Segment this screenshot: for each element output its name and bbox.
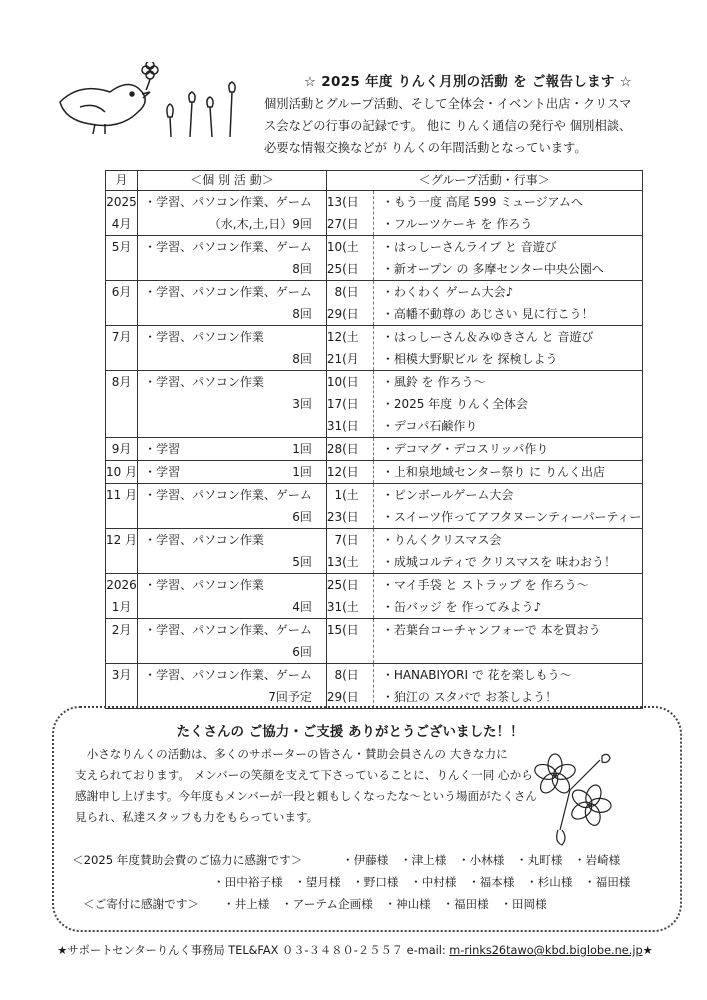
- event-name: ・デコパ石鹸作り: [381, 419, 478, 433]
- event-date: 23(日: [326, 510, 359, 524]
- event-name: ・スイーツ作ってアフタヌーンティーパーティー: [381, 510, 642, 524]
- session-count: 3回: [292, 397, 312, 411]
- individual-activity: ・学習、パソコン作業、ゲーム: [144, 240, 312, 254]
- month-cell: [106, 574, 138, 619]
- individual-activity: ・学習、パソコン作業: [144, 578, 264, 592]
- event-name: ・高幡不動尊の あじさい 見に行こう！: [381, 307, 594, 321]
- event-date: 8(日: [334, 668, 359, 682]
- event-date: 25(日: [326, 262, 359, 276]
- individual-activity: ・学習、パソコン作業、ゲーム: [144, 195, 312, 209]
- session-count: 4回: [292, 600, 312, 614]
- table-header-row: [106, 171, 643, 191]
- individual-activity-cell: [138, 438, 327, 461]
- event-date-cell: [326, 236, 373, 281]
- month-label: 4月: [111, 217, 132, 231]
- event-cell: [373, 326, 642, 371]
- event-name: ・もう一度 高尾 599 ミュージアムへ: [381, 195, 583, 209]
- month-label: 9月: [111, 442, 132, 456]
- thanks-line: 感謝申し上げます。今年度もメンバーが一段と頼もしくなったな～という場面がたくさん: [75, 789, 538, 803]
- event-name: ・ピンボールゲーム大会: [381, 488, 514, 502]
- event-date: 10(土: [326, 240, 359, 254]
- event-date-cell: [326, 529, 373, 574]
- individual-line: [144, 461, 312, 483]
- event-name: ・缶バッジ を 作ってみよう♪: [381, 600, 542, 614]
- session-count: 6回: [292, 510, 312, 524]
- star-mark: ★: [642, 944, 653, 957]
- report-title: ☆ 2025 年度 りんく月別の活動 を ご報告します ☆: [303, 74, 633, 90]
- individual-activity: ・学習、パソコン作業: [144, 375, 264, 389]
- intro-line: ス会などの行事の記録です。 他に りんく通信の発行や 個別相談、: [264, 119, 632, 133]
- event-date: 27(日: [326, 217, 359, 231]
- event-date: 7(日: [334, 533, 359, 547]
- individual-activity-cell: [138, 236, 327, 281]
- month-cell: [106, 326, 138, 371]
- table-row: [106, 281, 643, 326]
- month-label: 1月: [111, 600, 132, 614]
- bird-and-flowers-illustration: [50, 62, 250, 142]
- table-row: [106, 484, 643, 529]
- individual-activity-cell: [138, 371, 327, 438]
- event-date: 21(月: [326, 352, 359, 366]
- individual-activity: ・学習、パソコン作業: [144, 533, 264, 547]
- individual-activity-cell: [138, 484, 327, 529]
- individual-activity-cell: [138, 619, 327, 664]
- intro-line: 必要な情報交換などが りんくの年間活動となっています。: [264, 141, 587, 155]
- event-date: 15(日: [326, 623, 359, 637]
- thanks-message: [75, 744, 555, 828]
- individual-activity: ・学習: [144, 442, 181, 456]
- individual-activity: ・学習、パソコン作業: [144, 330, 264, 344]
- event-cell: [373, 191, 642, 236]
- month-cell: [106, 461, 138, 484]
- monthly-activity-table: [105, 170, 643, 709]
- event-date: 31(土: [326, 600, 359, 614]
- event-date: 29(日: [326, 690, 359, 704]
- header-individual: ＜個 別 活 動＞: [138, 171, 327, 191]
- individual-activity-cell: [138, 191, 327, 236]
- month-cell: [106, 236, 138, 281]
- sponsor-names-2: ・田中裕子様 ・望月様 ・野口様 ・中村様 ・福本様 ・杉山様 ・福田様: [213, 875, 631, 889]
- event-cell: [373, 484, 642, 529]
- month-label: 2025: [106, 195, 137, 209]
- individual-activity: ・学習、パソコン作業、ゲーム: [144, 668, 312, 682]
- event-date: 29(日: [326, 307, 359, 321]
- individual-activity: ・学習: [144, 465, 181, 479]
- month-cell: [106, 281, 138, 326]
- event-date: 28(日: [326, 442, 359, 456]
- event-date: 25(日: [326, 578, 359, 592]
- event-date-cell: [326, 371, 373, 438]
- intro-line: 個別活動とグループ活動、そして全体会・イベント出店・クリスマ: [264, 97, 632, 111]
- contact-footer: [30, 942, 680, 958]
- session-count: 8回: [292, 352, 312, 366]
- donation-label: ＜ご寄付に感謝です＞: [83, 897, 199, 911]
- event-name: ・相模大野駅ビル を 探検しよう: [381, 352, 558, 366]
- table-row: [106, 529, 643, 574]
- event-date-cell: [326, 574, 373, 619]
- event-name: ・狛江の スタバで お茶しよう！: [381, 690, 558, 704]
- month-cell: [106, 484, 138, 529]
- month-label: 2026: [106, 578, 137, 592]
- month-label: 11 月: [106, 488, 138, 502]
- individual-activity-cell: [138, 281, 327, 326]
- thanks-title: たくさんの ご協力・ご支援 ありがとうございました！！: [176, 724, 524, 740]
- month-label: 7月: [111, 330, 132, 344]
- month-cell: [106, 438, 138, 461]
- month-label: 8月: [111, 375, 132, 389]
- event-date: 17(日: [326, 397, 359, 411]
- event-date: 31(日: [326, 419, 359, 433]
- event-cell: [373, 529, 642, 574]
- table-row: [106, 664, 643, 709]
- event-date: 10(日: [326, 375, 359, 389]
- empty-line: [382, 641, 642, 663]
- session-count: 6回: [292, 645, 312, 659]
- month-label: 2月: [111, 623, 132, 637]
- individual-activity-cell: [138, 529, 327, 574]
- table-row: [106, 326, 643, 371]
- event-date: 8(日: [334, 285, 359, 299]
- individual-activity-cell: [138, 664, 327, 709]
- month-cell: [106, 529, 138, 574]
- event-name: ・りんくクリスマス会: [381, 533, 502, 547]
- event-date: 12(日: [326, 465, 359, 479]
- event-cell: [373, 438, 642, 461]
- individual-activity: ・学習、パソコン作業、ゲーム: [144, 285, 312, 299]
- cherry-blossom-illustration: [530, 750, 620, 850]
- event-cell: [373, 619, 642, 664]
- event-date: 13(土: [326, 555, 359, 569]
- event-name: ・成城コルティで クリスマスを 味わおう！: [381, 555, 617, 569]
- session-count: 8回: [292, 262, 312, 276]
- table-row: [106, 461, 643, 484]
- event-name: ・はっしーさんライブ と 音遊び: [381, 240, 557, 254]
- thanks-line: 小さなりんくの活動は、多くのサポーターの皆さん・賛助会員さんの 大きな力に: [75, 747, 508, 761]
- event-name: ・デコマグ・デコスリッパ作り: [381, 442, 549, 456]
- event-date-cell: [326, 191, 373, 236]
- session-count: 8回: [292, 307, 312, 321]
- month-label: 10 月: [106, 465, 138, 479]
- event-date-cell: [326, 438, 373, 461]
- thanks-line: 見られ、私達スタッフも力をもらっています。: [75, 810, 319, 824]
- event-date: 12(土: [326, 330, 359, 344]
- intro-text: [264, 93, 684, 159]
- event-name: ・わくわく ゲーム大会♪: [381, 285, 514, 299]
- event-date: 1(土: [334, 488, 359, 502]
- event-cell: [373, 281, 642, 326]
- event-cell: [373, 461, 642, 484]
- table-row: [106, 236, 643, 281]
- individual-activity: ・学習、パソコン作業、ゲーム: [144, 488, 312, 502]
- table-row: [106, 191, 643, 236]
- month-label: 5月: [111, 240, 132, 254]
- header-month: 月: [106, 171, 138, 191]
- event-cell: [373, 574, 642, 619]
- month-label: 12 月: [106, 533, 138, 547]
- empty-line: [327, 641, 359, 663]
- table-row: [106, 438, 643, 461]
- month-label: 6月: [111, 285, 132, 299]
- individual-activity: ・学習、パソコン作業、ゲーム: [144, 623, 312, 637]
- event-date-cell: [326, 619, 373, 664]
- event-name: ・新オープン の 多摩センター中央公園へ: [381, 262, 604, 276]
- event-cell: [373, 236, 642, 281]
- email-link[interactable]: m-rinks26tawo@kbd.biglobe.ne.jp: [449, 944, 643, 957]
- event-name: ・若葉台コーチャンフォーで 本を買おう: [381, 623, 601, 637]
- table-row: [106, 574, 643, 619]
- event-date-cell: [326, 326, 373, 371]
- individual-activity-cell: [138, 461, 327, 484]
- event-date-cell: [326, 461, 373, 484]
- month-cell: [106, 371, 138, 438]
- session-count: 1回: [292, 442, 312, 456]
- session-count: 7回予定: [268, 690, 312, 704]
- session-count: 5回: [292, 555, 312, 569]
- thanks-line: 支えられております。 メンバーの笑顔を支えて下さっていることに、りんく一同 心から: [75, 768, 533, 782]
- event-name: ・マイ手袋 と ストラップ を 作ろう～: [381, 578, 589, 592]
- table-row: [106, 619, 643, 664]
- month-cell: [106, 664, 138, 709]
- event-name: ・2025 年度 りんく全体会: [381, 397, 528, 411]
- month-cell: [106, 619, 138, 664]
- event-name: ・はっしーさん＆みゆきさん と 音遊び: [381, 330, 594, 344]
- table-row: [106, 371, 643, 438]
- event-date-cell: [326, 484, 373, 529]
- individual-activity-cell: [138, 326, 327, 371]
- month-label: 3月: [111, 668, 132, 682]
- session-count: （水,木,土,日）9回: [208, 217, 312, 231]
- header-group: ＜グループ活動・行事＞: [326, 171, 642, 191]
- event-name: ・上和泉地域センター祭り に りんく出店: [381, 465, 605, 479]
- donor-names: ・井上様 ・アーテム企画様 ・神山様 ・福田様 ・田岡様: [223, 897, 547, 911]
- individual-activity-cell: [138, 574, 327, 619]
- session-count: 1回: [292, 465, 312, 479]
- sponsor-names-1: ・伊藤様 ・津上様 ・小林様 ・丸町様 ・岩崎様: [342, 853, 621, 867]
- event-cell: [373, 371, 642, 438]
- event-name: ・風鈴 を 作ろう～: [381, 375, 486, 389]
- month-cell: [106, 191, 138, 236]
- individual-line: [144, 438, 312, 460]
- event-name: ・フルーツケーキ を 作ろう: [381, 217, 533, 231]
- event-name: ・HANABIYORI で 花を楽しもう～: [381, 668, 572, 682]
- office-contact: ★サポートセンターりんく事務局 TEL&FAX ０３-３４８０-２５５７ e-mail:: [57, 944, 450, 957]
- event-cell: [373, 664, 642, 709]
- event-date-cell: [326, 281, 373, 326]
- event-date: 13(日: [326, 195, 359, 209]
- sponsor-label: ＜2025 年度賛助会費のご協力に感謝です＞: [72, 853, 303, 867]
- event-date-cell: [326, 664, 373, 709]
